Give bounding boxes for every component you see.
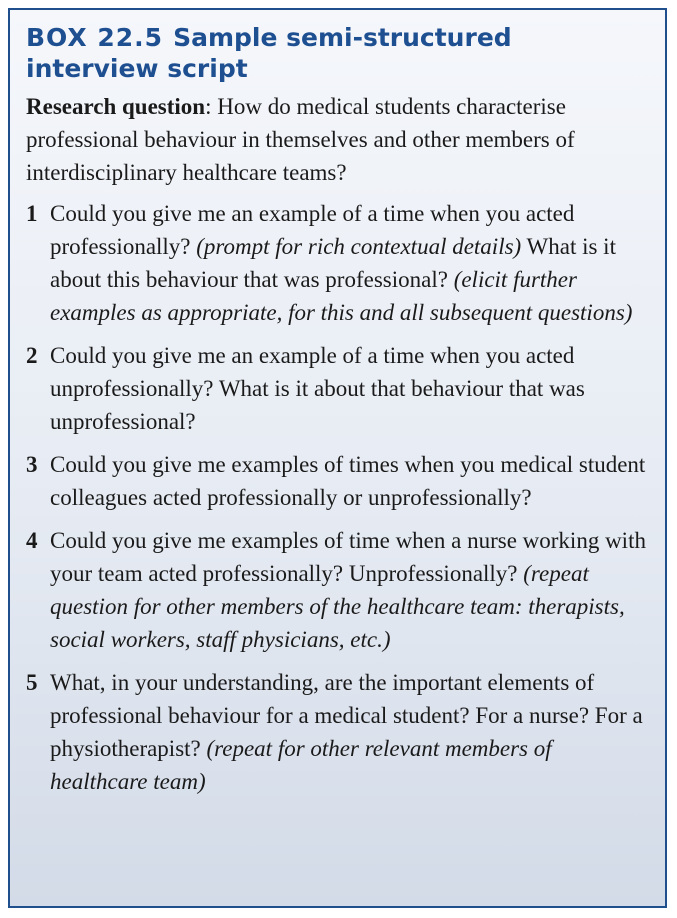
question-body: Could you give me examples of times when you medical student colleagues acted professionally or unprofessionally? bbox=[50, 452, 646, 510]
question-number: 4 bbox=[26, 528, 38, 553]
question-prompt: (repeat question for other members of the healthcare team: therapists, social workers, staff physicians, etc.) bbox=[50, 561, 625, 652]
question-number: 3 bbox=[26, 452, 38, 477]
box-number: BOX 22.5 bbox=[26, 23, 164, 52]
question-number: 2 bbox=[26, 343, 38, 368]
question-prompt: (prompt for rich contextual details) bbox=[196, 234, 522, 259]
question-prompt: (repeat for other relevant members of healthcare team) bbox=[50, 736, 552, 794]
question-body: Could you give me an example of a time when you acted unprofessionally? What is it about that behaviour that was unprofessional? bbox=[50, 343, 585, 434]
question-text bbox=[50, 339, 647, 438]
question-text bbox=[50, 197, 647, 329]
box-title-text: Sample semi-structured interview script bbox=[26, 23, 512, 83]
research-question-separator: : bbox=[205, 94, 218, 119]
question-item bbox=[26, 448, 647, 514]
question-body-continued: What is it about this behaviour that was professional? bbox=[50, 234, 616, 292]
question-number: 5 bbox=[26, 670, 38, 695]
question-number: 1 bbox=[26, 201, 38, 226]
question-list bbox=[26, 197, 647, 798]
research-question bbox=[26, 90, 647, 189]
question-text bbox=[50, 448, 647, 514]
question-text bbox=[50, 524, 647, 656]
question-text bbox=[50, 666, 647, 798]
question-body: Could you give me an example of a time when you acted professionally? bbox=[50, 201, 575, 259]
question-body: What, in your understanding, are the important elements of professional behaviour for a medical student? For a nurse? For a physiotherapist? bbox=[50, 670, 643, 761]
question-item bbox=[26, 524, 647, 656]
question-item bbox=[26, 666, 647, 798]
box-22-5 bbox=[8, 8, 667, 908]
question-body: Could you give me examples of time when a nurse working with your team acted professionally? Unprofessionally? bbox=[50, 528, 646, 586]
research-question-text: How do medical students characterise professional behaviour in themselves and other members of interdisciplinary healthcare teams? bbox=[26, 94, 575, 185]
question-prompt-continued: (elicit further examples as appropriate, for this and all subsequent questions) bbox=[50, 267, 633, 325]
question-item bbox=[26, 339, 647, 438]
research-question-label: Research question bbox=[26, 94, 206, 119]
question-item bbox=[26, 197, 647, 329]
box-title bbox=[26, 22, 647, 84]
